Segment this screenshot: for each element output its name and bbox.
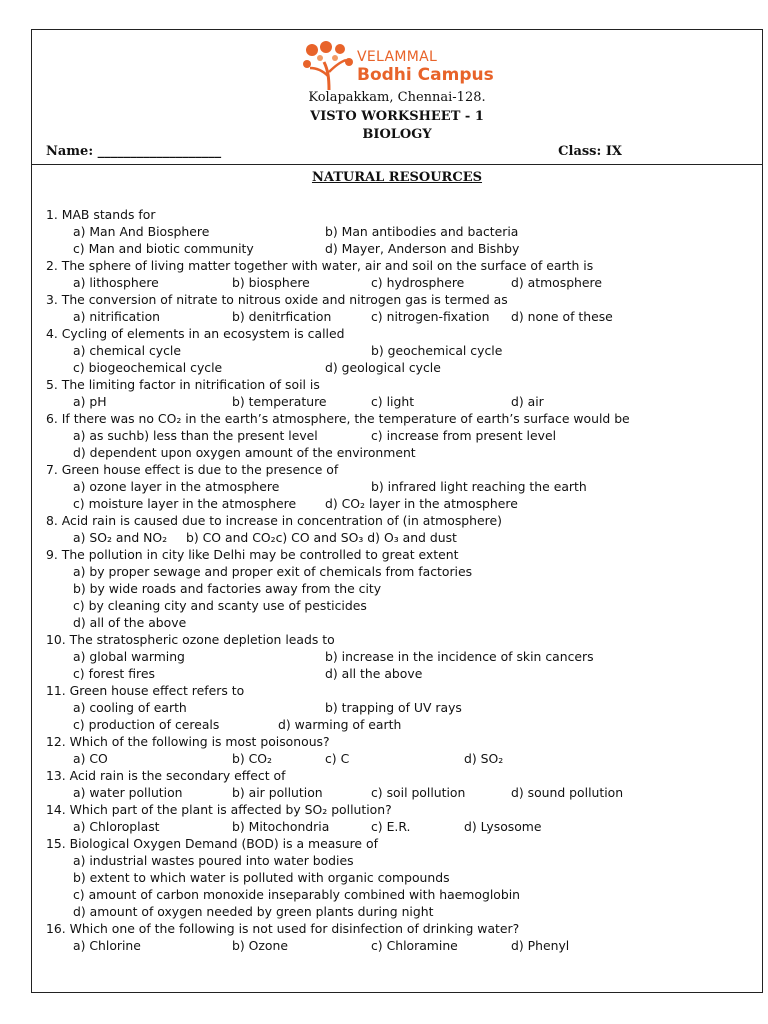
answer-option: a) ozone layer in the atmosphere <box>73 479 280 494</box>
answer-option: b) Ozone <box>232 938 288 953</box>
answer-option: a) global warming <box>73 649 185 664</box>
answer-option: c) hydrosphere <box>371 275 465 290</box>
answer-option: c) forest fires <box>73 666 155 681</box>
answer-option: d) air <box>511 394 544 409</box>
question-text: 9. The pollution in city like Delhi may be controlled to great extent <box>46 547 459 562</box>
answer-option: a) Man And Biosphere <box>73 224 210 239</box>
answer-option: d) Phenyl <box>511 938 570 953</box>
question-list <box>46 206 756 954</box>
school-address: Kolapakkam, Chennai-128. <box>308 90 486 105</box>
name-field: Name: ___________________ <box>46 144 222 159</box>
question-text: 13. Acid rain is the secondary effect of <box>46 768 286 783</box>
options-row <box>46 563 756 580</box>
question-text: 7. Green house effect is due to the presence of <box>46 462 339 477</box>
answer-option: c) amount of carbon monoxide inseparably combined with haemoglobin <box>73 887 521 902</box>
answer-option: d) all of the above <box>73 615 187 630</box>
options-row <box>46 495 756 512</box>
answer-option: d) Mayer, Anderson and Bishby <box>325 241 520 256</box>
answer-option: b) Man antibodies and bacteria <box>325 224 519 239</box>
options-row <box>46 869 756 886</box>
question-text: 11. Green house effect refers to <box>46 683 245 698</box>
question-text: 16. Which one of the following is not used for disinfection of drinking water? <box>46 921 520 936</box>
answer-option: a) cooling of earth <box>73 700 187 715</box>
answer-option: d) dependent upon oxygen amount of the environment <box>73 445 416 460</box>
answer-option: b) infrared light reaching the earth <box>371 479 587 494</box>
answer-option: a) Chlorine <box>73 938 141 953</box>
answer-option: d) sound pollution <box>511 785 624 800</box>
answer-option: d) SO₂ <box>464 751 504 766</box>
school-logo <box>302 40 522 92</box>
options-row <box>46 750 756 767</box>
answer-option: d) amount of oxygen needed by green plants during night <box>73 904 434 919</box>
options-row <box>46 223 756 240</box>
options-row <box>46 903 756 920</box>
answer-option: b) extent to which water is polluted with organic compounds <box>73 870 450 885</box>
options-row <box>46 308 756 325</box>
answer-option: c) E.R. <box>371 819 411 834</box>
answer-option: d) Lysosome <box>464 819 542 834</box>
options-row <box>46 529 756 546</box>
answer-option: a) pH <box>73 394 107 409</box>
answer-option: d) all the above <box>325 666 423 681</box>
answer-option: b) CO and CO₂c) CO and SO₃ d) O₃ and dust <box>186 530 457 545</box>
answer-option: d) atmosphere <box>511 275 602 290</box>
question-text: 15. Biological Oxygen Demand (BOD) is a measure of <box>46 836 378 851</box>
answer-option: b) temperature <box>232 394 327 409</box>
options-row <box>46 648 756 665</box>
answer-option: b) increase in the incidence of skin cancers <box>325 649 594 664</box>
answer-option: b) air pollution <box>232 785 323 800</box>
answer-option: c) C <box>325 751 350 766</box>
answer-option: c) increase from present level <box>371 428 557 443</box>
brand-top-text: VELAMMAL <box>357 49 438 65</box>
worksheet-frame <box>31 29 763 993</box>
question-text: 10. The stratospheric ozone depletion leads to <box>46 632 335 647</box>
answer-option: c) light <box>371 394 415 409</box>
answer-option: c) production of cereals <box>73 717 220 732</box>
section-title: NATURAL RESOURCES <box>311 170 483 185</box>
answer-option: b) CO₂ <box>232 751 273 766</box>
question-text: 1. MAB stands for <box>46 207 156 222</box>
answer-option: a) CO <box>73 751 108 766</box>
options-row <box>46 427 756 444</box>
answer-option: d) warming of earth <box>278 717 402 732</box>
answer-option: b) by wide roads and factories away from the city <box>73 581 382 596</box>
options-row <box>46 478 756 495</box>
question-text: 3. The conversion of nitrate to nitrous oxide and nitrogen gas is termed as <box>46 292 508 307</box>
brand-bottom-text: Bodhi Campus <box>357 65 494 85</box>
class-label: Class: IX <box>558 144 622 159</box>
answer-option: d) CO₂ layer in the atmosphere <box>325 496 518 511</box>
answer-option: b) biosphere <box>232 275 310 290</box>
options-row <box>46 597 756 614</box>
options-row <box>46 359 756 376</box>
answer-option: d) geological cycle <box>325 360 441 375</box>
question-text: 5. The limiting factor in nitrification of soil is <box>46 377 320 392</box>
options-row <box>46 393 756 410</box>
answer-option: c) Man and biotic community <box>73 241 254 256</box>
options-row <box>46 818 756 835</box>
options-row <box>46 444 756 461</box>
options-row <box>46 716 756 733</box>
options-row <box>46 240 756 257</box>
answer-option: b) Mitochondria <box>232 819 330 834</box>
answer-option: a) nitrification <box>73 309 161 324</box>
answer-option: a) industrial wastes poured into water bodies <box>73 853 354 868</box>
options-row <box>46 580 756 597</box>
answer-option: b) geochemical cycle <box>371 343 503 358</box>
options-row <box>46 886 756 903</box>
answer-option: b) trapping of UV rays <box>325 700 462 715</box>
question-text: 14. Which part of the plant is affected by SO₂ pollution? <box>46 802 392 817</box>
tree-logo-icon <box>302 40 356 92</box>
answer-option: a) Chloroplast <box>73 819 160 834</box>
answer-option: a) by proper sewage and proper exit of chemicals from factories <box>73 564 473 579</box>
question-text: 4. Cycling of elements in an ecosystem is called <box>46 326 345 341</box>
answer-option: a) lithosphere <box>73 275 159 290</box>
answer-option: c) moisture layer in the atmosphere <box>73 496 297 511</box>
answer-option: a) chemical cycle <box>73 343 181 358</box>
answer-option: d) none of these <box>511 309 613 324</box>
answer-option: a) water pollution <box>73 785 183 800</box>
question-text: 6. If there was no CO₂ in the earth’s atmosphere, the temperature of earth’s surface would be <box>46 411 630 426</box>
options-row <box>46 274 756 291</box>
answer-option: a) as suchb) less than the present level <box>73 428 318 443</box>
answer-option: c) soil pollution <box>371 785 466 800</box>
question-text: 12. Which of the following is most poisonous? <box>46 734 330 749</box>
subject-title: BIOLOGY <box>362 127 432 142</box>
question-text: 2. The sphere of living matter together with water, air and soil on the surface of earth is <box>46 258 594 273</box>
options-row <box>46 852 756 869</box>
question-text: 8. Acid rain is caused due to increase in concentration of (in atmosphere) <box>46 513 502 528</box>
answer-option: c) biogeochemical cycle <box>73 360 223 375</box>
answer-option: c) by cleaning city and scanty use of pesticides <box>73 598 367 613</box>
options-row <box>46 937 756 954</box>
options-row <box>46 665 756 682</box>
options-row <box>46 614 756 631</box>
options-row <box>46 342 756 359</box>
answer-option: c) nitrogen-fixation <box>371 309 490 324</box>
header-divider <box>32 164 762 165</box>
options-row <box>46 699 756 716</box>
answer-option: a) SO₂ and NO₂ <box>73 530 168 545</box>
answer-option: c) Chloramine <box>371 938 458 953</box>
answer-option: b) denitrfication <box>232 309 332 324</box>
options-row <box>46 784 756 801</box>
worksheet-title: VISTO WORKSHEET - 1 <box>310 109 484 124</box>
